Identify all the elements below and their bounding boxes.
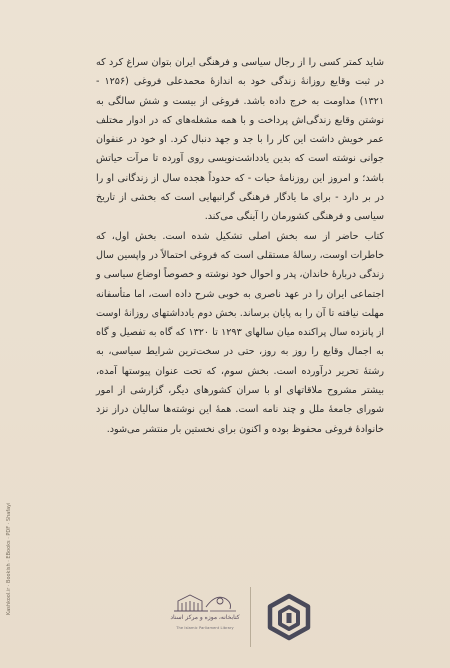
back-cover-text: [92, 53, 385, 439]
library-name: کتابخانه، موزه و مرکز اسناد: [170, 614, 240, 621]
paragraph-structure: کتاب حاضر از سه بخش اصلی تشکیل شده است. بخش اول، که خاطرات اوست، رسالهٔ مستقلی است که فروغی احتمالاً در واپسین سال زندگی دربارهٔ خاندان، پدر و احوال خود نوشته و خصوصاً اوضاع سیاسی و اجتماعی ایران را در عهد ناصری به خوبی شرح داده است، اما متأسفانه مهلت نیافته تا آن را به پایان برساند. بخش دوم یادداشتهای روزانهٔ اوست از پانزده سال پراکنده میان سالهای ۱۲۹۳ تا ۱۳۲۰ که گاه به تفصیل و گاه به اجمال وقایع را روز به روز، حتی در سخت‌ترین شرایط سیاسی، به رشتهٔ تحریر درآورده است. بخش سوم، که تحت عنوان پیوستها آمده، بیشتر مشروح ملاقاتهای او با سران کشورهای دیگر، گزارشی از امور شورای جامعهٔ ملل و چند نامه است. همهٔ این نوشته‌ها سالیان دراز نزد خانوادهٔ فروغی محفوظ بوده و اکنون برای نخستین بار منتشر می‌شود.: [92, 230, 384, 435]
library-name-english: The Islamic Parliament Library: [176, 626, 234, 630]
paragraph-intro: شاید کمتر کسی را از رجال سیاسی و فرهنگی ایران بتوان سراغ کرد که در ثبت وقایع روزانهٔ زندگی خود به اندازهٔ محمدعلی فروغی (۱۲۵۶ - ۱۳۲۱) مداومت به خرج داده باشد. فروغی از بیست و شش سالگی به نوشتن وقایع زندگی‌اش پرداخت و با همه مشغله‌های که در ادوار مختلف عمر خویش داشت این کار را با جد و جهد دنبال کرد. او خود در عنفوان جوانی نوشته است که بدین یادداشت‌نویسی روی آورده تا مرآت حیاتش باشد؛ و امروز این روزنامهٔ حیات - که حدوداً هجده سال از زندگانی او را در بر دارد - برای ما یادگار فرهنگی گرانبهایی است که بخشی از تاریخ سیاسی و فرهنگی کشورمان را آینگی می‌کند.: [92, 57, 385, 223]
publisher-emblem-icon: [265, 593, 313, 641]
side-credit-text: Kashkool.ir · Bookish · EBooks · PDF · Shafayi: [6, 502, 12, 615]
library-logo: [160, 587, 251, 647]
library-building-logo: [160, 587, 250, 617]
publisher-logos: [120, 587, 340, 647]
